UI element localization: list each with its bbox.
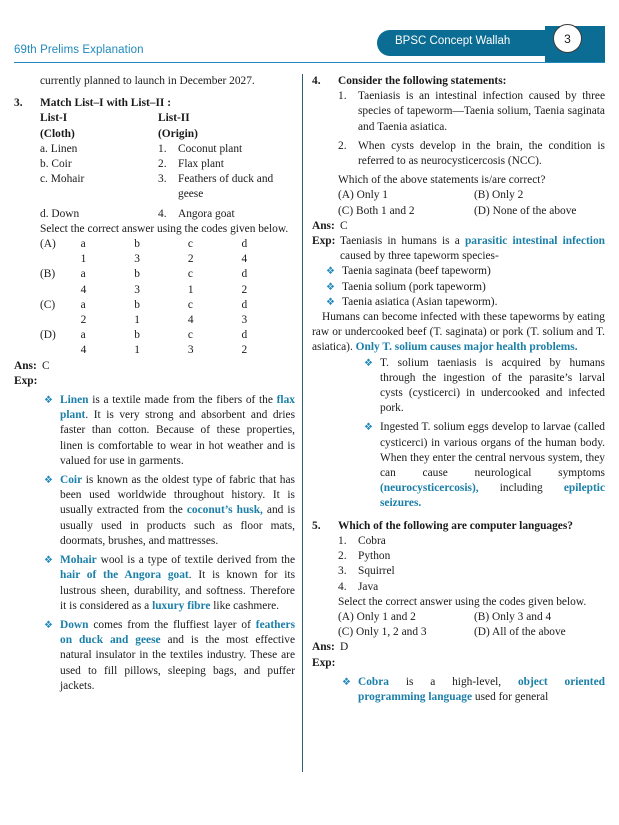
match-right-number: 2. [158,158,167,171]
code-value-cell: 3 [134,253,140,266]
body-text-run: is a textile made from the fibers of the [88,394,277,407]
code-value-cell: 1 [134,314,140,327]
highlighted-term: coconut’s husk, [186,504,263,517]
answer-value: C [340,219,348,232]
code-value-row [40,252,295,267]
list2-header: List-II [158,112,190,125]
q4-answer-row [312,219,605,234]
explanation-bullet-text [60,553,295,614]
code-option-spacer [40,313,81,328]
explanation-bullet-text [60,393,295,469]
code-option-row [40,328,295,343]
highlighted-term: Mohair [60,554,97,567]
code-header-cell: c [187,329,193,342]
header-divider-rule [14,62,605,63]
code-option-label: (B) [40,268,56,281]
brand-banner [365,26,605,60]
answer-label: Ans: [14,359,37,372]
q4-option-row [338,204,605,219]
diamond-bullet-icon: ❖ [326,281,335,293]
code-option-row [40,298,295,313]
body-text-run: comes from the fluffiest layer of [88,618,256,631]
body-text-run: Taeniasis in humans is a [340,235,465,248]
species-text: Taenia solium (pork tapeworm) [342,280,486,293]
code-value-cell: 2 [241,344,248,357]
code-value-cell: 3 [241,314,248,327]
q5-option-row [338,610,605,625]
highlighted-term: Down [60,618,89,631]
highlighted-term: Linen [60,394,89,407]
code-header-cell: c [187,298,193,311]
body-text-run: like cashmere. [210,599,280,612]
code-value-row [40,343,295,358]
code-header-cell: d [241,329,248,342]
option-b[interactable]: (B) Only 3 and 4 [474,610,552,623]
code-header-cell: b [134,238,140,251]
continued-paragraph: currently planned to launch in December 2027. [40,75,255,87]
question-5 [312,519,605,534]
species-bullet [326,280,605,295]
code-value-cell: 1 [134,344,140,357]
question-3-stem: Match List–I with List–II : [40,97,171,110]
item-text: Python [358,550,391,563]
code-value-cell: 4 [80,283,87,296]
q5-item [338,549,605,564]
code-value-cell: 2 [187,253,194,266]
q4-sub-bullet [364,356,605,417]
match-right-item-continuation: geese [178,188,204,201]
code-header-cell: d [241,268,248,281]
right-column [312,74,605,705]
species-bullet [326,264,605,279]
highlighted-term: Cobra [358,675,390,688]
page-number-badge: 3 [553,24,582,53]
highlighted-term: Only T. solium causes major health problems. [355,341,578,354]
q4-statement [338,89,605,135]
item-text: Java [358,580,379,593]
statement-number: 2. [338,139,347,152]
body-text-run: Humans can become infected with these tapeworms by eating raw or undercooked beef (T. saginata) or pork (T. solium and T. asiatica). [312,311,605,354]
match-pair-row [40,207,295,222]
body-text-run: . It is very strong and absorbent and dries faster than cotton. Because of these properties, linen is comfortable to wear in hot weather and is valued for use in garments. [60,409,295,467]
explanation-bullet [44,393,295,469]
code-value-cell: 4 [241,253,248,266]
q4-flow-paragraph [312,310,605,356]
item-number: 1. [338,534,347,547]
q4-sub-bullet-text [380,356,605,417]
option-c[interactable]: (C) Both 1 and 2 [338,204,415,217]
explanation-bullet-text [60,618,295,694]
option-a[interactable]: (A) Only 1 and 2 [338,610,416,623]
question-4-stem: Consider the following statements: [338,75,507,87]
code-value-cell: 1 [80,253,87,266]
q4-explanation-row [312,234,605,264]
q5-select-instruction: Select the correct answer using the codes given below. [338,595,587,608]
q5-item [338,580,605,595]
match-left-item: d. Down [40,207,80,220]
option-d[interactable]: (D) All of the above [474,626,566,639]
page-title: 69th Prelims Explanation [14,44,144,56]
left-column [14,74,295,694]
q5-item [338,564,605,579]
code-header-cell: a [80,238,86,251]
code-option-spacer [40,283,81,298]
q5-explanation-bullet-text [358,675,605,705]
explanation-bullet [44,473,295,549]
code-header-cell: b [134,329,140,342]
diamond-bullet-icon: ❖ [44,619,53,631]
code-option-row [40,267,295,282]
match-pair-row [40,142,295,157]
q4-statement [338,139,605,169]
body-text-run: is known as the oldest type of fabric that has been used worldwide throughout history. It is usually extracted from the [60,474,295,517]
option-a[interactable]: (A) Only 1 [338,189,388,202]
code-value-cell: 4 [80,344,87,357]
code-header-cell: a [80,268,86,281]
answer-value: C [42,359,50,372]
list2-subheader: (Origin) [158,127,198,140]
match-list-headers [40,111,295,126]
code-option-label: (D) [40,329,56,342]
species-text: Taenia asiatica (Asian tapeworm). [342,295,498,308]
diamond-bullet-icon: ❖ [44,395,53,407]
item-number: 2. [338,550,347,563]
option-c[interactable]: (C) Only 1, 2 and 3 [338,626,427,639]
explanation-label: Exp: [14,374,38,387]
code-option-spacer [40,343,81,358]
explanation-intro [340,234,605,264]
match-pair-row [40,157,295,172]
highlighted-term: hair of the Angora goat [60,569,189,582]
answer-label: Ans: [312,641,335,654]
q5-item [338,534,605,549]
q5-option-row [338,625,605,640]
code-value-cell: 1 [187,283,194,296]
code-header-cell: c [187,238,193,251]
body-text-run: T. solium taeniasis is acquired by humans through the ingestion of the parasite’s larval cysts (cysticerci) in undercooked and infected pork. [380,356,605,415]
code-value-cell: 2 [80,314,87,327]
code-option-spacer [40,252,81,267]
highlighted-term: object oriented programming language [358,675,605,703]
match-pair-row [40,172,295,187]
diamond-bullet-icon: ❖ [44,555,53,567]
body-text-run: is a high-level, [389,675,518,688]
q4-sub-bullet [364,420,605,511]
code-value-cell: 3 [187,344,194,357]
body-text-run: and is the most effective natural insulator in the textiles industry. These are used to fill pillows, sleeping bags, and puffer jackets. [60,634,296,692]
match-right-item: Coconut plant [178,142,243,155]
q4-sub-bullet-text [380,420,605,511]
question-5-stem: Which of the following are computer languages? [338,519,573,532]
explanation-bullet-text [60,473,295,549]
diamond-bullet-icon: ❖ [44,475,53,487]
code-header-cell: a [80,298,86,311]
explanation-label: Exp: [312,656,336,669]
diamond-bullet-icon: ❖ [326,266,335,278]
q3-explanation-row [14,374,295,389]
code-value-row [40,283,295,298]
code-option-label: (A) [40,238,56,251]
code-value-cell: 2 [241,283,248,296]
banner-label: BPSC Concept Wallah [395,35,511,47]
code-header-cell: d [241,298,248,311]
question-4 [312,74,605,89]
body-text-run: caused by three tapeworm species- [340,250,499,263]
body-text-run: . It is known for its lustrous sheen, durability, and softness. Therefore it is considered as a [60,569,296,612]
item-number: 3. [338,565,347,578]
diamond-bullet-icon: ❖ [326,296,335,308]
q5-answer-row [312,640,605,655]
highlighted-term: epileptic seizures. [380,482,605,510]
code-value-cell: 4 [187,314,194,327]
answer-value: D [340,641,349,654]
option-b[interactable]: (B) Only 2 [474,189,524,202]
list1-subheader: (Cloth) [40,127,75,140]
match-list-subheaders [40,127,295,142]
q4-option-row [338,188,605,203]
answer-label: Ans: [312,219,335,232]
match-left-item: b. Coir [40,158,72,171]
species-text: Taenia saginata (beef tapeworm) [342,265,491,278]
diamond-bullet-icon: ❖ [342,676,351,688]
question-3 [14,96,295,111]
body-text-run: and is usually used in products such as floor mats, doormats, brushes, and mattresses. [60,504,296,547]
match-right-item: Angora goat [178,207,235,220]
item-text: Squirrel [358,565,395,578]
body-text-run: Ingested T. solium eggs develop to larvae (called cysticerci) in various organs of the human body. When they enter the central nervous system, they can cause neurological symptoms [380,421,605,480]
explanation-bullet [44,618,295,694]
q5-explanation-bullet [342,675,605,705]
match-right-number: 1. [158,142,167,155]
code-header-cell: c [187,268,193,281]
statement-text: Taeniasis is an intestinal infection caused by three species of tapeworm—Taenia solium, Taenia saginata and Taenia asiatica. [358,90,605,133]
option-d[interactable]: (D) None of the above [474,204,577,217]
diamond-bullet-icon: ❖ [364,422,373,434]
list1-header: List-I [40,112,68,125]
code-option-label: (C) [40,298,56,311]
code-value-cell: 3 [134,283,140,296]
page-header [0,0,619,70]
match-right-number: 4. [158,207,167,220]
explanation-label: Exp: [312,235,336,248]
highlighted-term: parasitic intestinal infection [464,235,606,248]
column-divider [302,74,303,772]
item-text: Cobra [358,534,386,547]
highlighted-term: luxury fibre [152,599,211,612]
statement-number: 1. [338,90,347,103]
code-header-cell: b [134,268,140,281]
highlighted-term: feathers on duck and geese [60,618,295,647]
q4-which-line: Which of the above statements is/are correct? [338,174,546,187]
match-right-number: 3. [158,173,167,186]
highlighted-term: Coir [60,474,83,487]
body-text-run: used for general [472,690,549,703]
question-4-number: 4. [312,75,321,87]
body-text-run: including [478,482,564,495]
statement-text: When cysts develop in the brain, the condition is referred to as neurocysticercosis (NCC). [358,139,605,168]
code-header-cell: b [134,298,140,311]
item-number: 4. [338,580,347,593]
q5-explanation-row [312,656,605,671]
code-header-cell: a [80,329,86,342]
highlighted-term: (neurocysticercosis), [380,482,479,495]
match-left-item: a. Linen [40,142,78,155]
match-left-item: c. Mohair [40,173,85,186]
match-right-item: Feathers of duck and [178,173,274,186]
species-bullet [326,295,605,310]
q3-answer-row [14,359,295,374]
code-option-row [40,237,295,252]
diamond-bullet-icon: ❖ [364,357,373,369]
question-5-number: 5. [312,519,321,532]
question-3-number: 3. [14,97,23,110]
highlighted-term: flax plant [60,394,295,422]
q3-select-instruction: Select the correct answer using the codes given below. [40,222,289,235]
body-text-run: wool is a type of textile derived from the [96,554,295,567]
match-right-item: Flax plant [178,158,224,171]
code-value-row [40,313,295,328]
code-header-cell: d [241,238,248,251]
explanation-bullet [44,553,295,614]
